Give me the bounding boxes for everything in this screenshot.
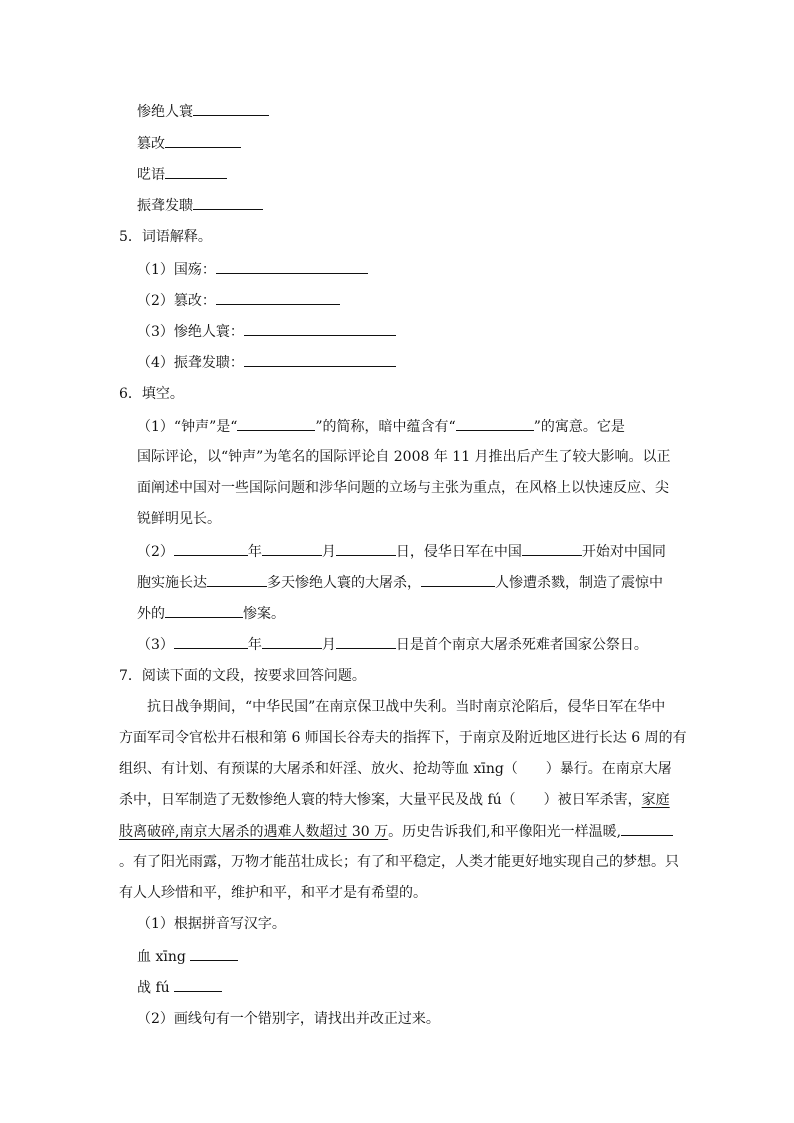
- text-span: 杀中，日军制造了无数惨绝人寰的特大惨案，大量平民及战 fú（ ）被日军杀害，: [119, 792, 642, 808]
- term-label: 振聋发聩: [137, 198, 193, 214]
- answer-blank[interactable]: [421, 572, 495, 587]
- answer-blank[interactable]: [262, 634, 322, 649]
- answer-blank[interactable]: [190, 946, 238, 961]
- text-span: 年: [247, 637, 262, 653]
- answer-blank[interactable]: [207, 572, 267, 587]
- answer-blank[interactable]: [456, 416, 534, 431]
- answer-blank[interactable]: [522, 541, 582, 556]
- answer-blank[interactable]: [193, 195, 263, 210]
- text-span: 惨案。: [243, 606, 285, 622]
- term-row: [137, 101, 269, 122]
- passage-line: 。有了阳光雨露，万物才能茁壮成长；有了和平稳定，人类才能更好地实现自己的梦想。只: [119, 854, 679, 870]
- text-span: （3）: [137, 637, 174, 653]
- passage-line: 方面军司令官松井石根和第 6 师国长谷寿夫的指挥下，于南京及附近地区进行长达 6 周的有: [119, 730, 687, 746]
- passage-line: 组织、有计划、有预谋的大屠杀和奸淫、放火、抢劫等血 xīng（ ）暴行。在南京大屠: [119, 761, 672, 777]
- term-row: [137, 195, 263, 216]
- answer-blank[interactable]: [174, 977, 222, 992]
- text-span: 月: [321, 637, 336, 653]
- text-span: 人惨遭杀戮，制造了震惊中: [495, 575, 663, 591]
- q7-sub-2: （2）画线句有一个错别字，请找出并改正过来。: [137, 1011, 440, 1027]
- text-span: ”的寓意。它是: [533, 419, 625, 435]
- q6-p2-line: [137, 603, 285, 624]
- q7-xing-row: [137, 946, 238, 967]
- term-row: [137, 164, 227, 185]
- answer-blank[interactable]: [244, 321, 396, 336]
- text-span: （2）: [137, 544, 174, 560]
- text-span: 。历史告诉我们,和平像阳光一样温暖,: [388, 824, 622, 840]
- text-span: 开始对中国同: [581, 544, 666, 560]
- q5-item-label: （2）篡改：: [137, 293, 216, 309]
- pinyin-label: 血 xīng: [137, 949, 186, 965]
- answer-blank[interactable]: [165, 164, 227, 179]
- q5-item: [137, 352, 396, 373]
- answer-blank[interactable]: [193, 101, 269, 116]
- answer-blank[interactable]: [216, 290, 340, 305]
- passage-line: [119, 821, 673, 842]
- term-label: 呓语: [137, 167, 165, 183]
- answer-blank[interactable]: [165, 603, 243, 618]
- answer-blank[interactable]: [336, 541, 396, 556]
- text-span: 日是首个南京大屠杀死难者国家公祭日。: [395, 637, 648, 653]
- answer-blank[interactable]: [244, 352, 396, 367]
- passage-line: 抗日战争期间，“中华民国”在南京保卫战中失利。当时南京沦陷后，侵华日军在华中: [147, 699, 666, 715]
- question-7-title: 7．阅读下面的文段，按要求回答问题。: [119, 668, 366, 684]
- q5-item: [137, 321, 396, 342]
- q5-item: [137, 290, 340, 311]
- q5-item-label: （4）振聋发聩：: [137, 355, 244, 371]
- term-label: 惨绝人寰: [137, 104, 193, 120]
- term-row: [137, 133, 241, 154]
- underlined-sentence: 家庭: [641, 792, 670, 808]
- q6-p1-line: [137, 416, 625, 437]
- q6-p1-line: 面阐述中国对一些国际问题和涉华问题的立场与主张为重点，在风格上以快速反应、尖: [137, 480, 669, 496]
- text-span: 胞实施长达: [137, 575, 207, 591]
- question-6-title: 6．填空。: [119, 386, 184, 402]
- passage-line: [119, 790, 670, 810]
- text-span: 外的: [137, 606, 165, 622]
- text-span: 多天惨绝人寰的大屠杀，: [267, 575, 421, 591]
- q6-p2-line: [137, 572, 663, 593]
- answer-blank[interactable]: [237, 416, 315, 431]
- q7-sub-1: （1）根据拼音写汉字。: [137, 916, 286, 932]
- passage-line: 有人人珍惜和平，维护和平，和平才是有希望的。: [119, 885, 427, 901]
- text-span: 年: [247, 544, 262, 560]
- text-span: 日，侵华日军在中国: [395, 544, 522, 560]
- answer-blank[interactable]: [174, 634, 248, 649]
- answer-blank[interactable]: [336, 634, 396, 649]
- q7-fu-row: [137, 977, 222, 998]
- q6-p2-line: [137, 541, 666, 562]
- q6-p3-line: [137, 634, 648, 655]
- term-label: 篡改: [137, 136, 165, 152]
- q6-p1-line: 锐鲜明见长。: [137, 511, 221, 527]
- question-5-title: 5．词语解释。: [119, 229, 212, 245]
- answer-blank[interactable]: [174, 541, 248, 556]
- underlined-sentence: 肢离破碎,南京大屠杀的遇难人数超过 30 万: [119, 824, 389, 840]
- answer-blank[interactable]: [216, 259, 368, 274]
- q5-item: [137, 259, 368, 280]
- text-span: （1）“钟声”是“: [137, 419, 238, 435]
- q5-item-label: （1）国殇：: [137, 262, 216, 278]
- text-span: 月: [321, 544, 336, 560]
- answer-blank[interactable]: [262, 541, 322, 556]
- q5-item-label: （3）惨绝人寰：: [137, 324, 244, 340]
- pinyin-label: 战 fú: [137, 980, 170, 996]
- answer-blank[interactable]: [621, 821, 673, 836]
- text-span: ”的简称，暗中蕴含有“: [315, 419, 456, 435]
- answer-blank[interactable]: [165, 133, 241, 148]
- q6-p1-line: 国际评论，以“钟声”为笔名的国际评论自 2008 年 11 月推出后产生了较大影响。以正: [137, 449, 671, 465]
